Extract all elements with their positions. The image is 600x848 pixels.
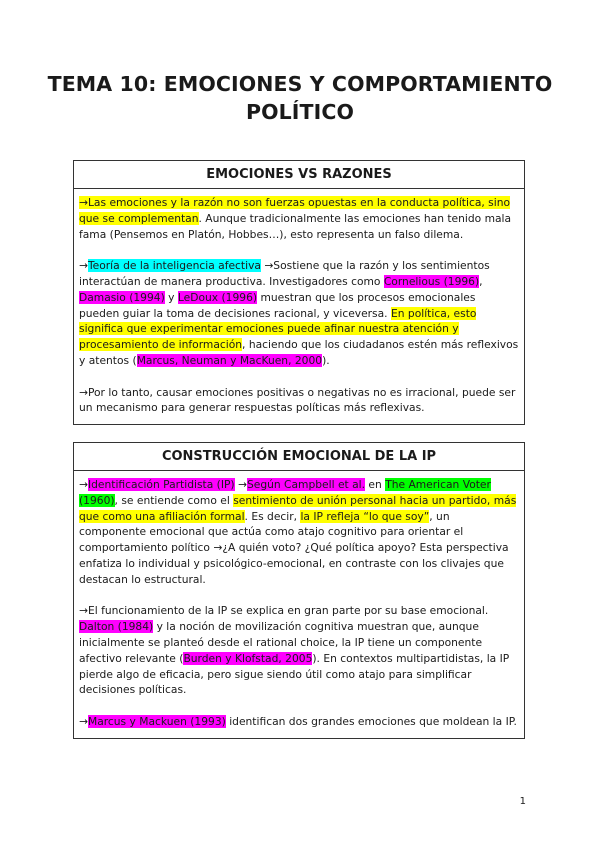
text: →Sostiene que la razón y los sentimientos interactúan de manera productiva. Investigadores como [79,259,490,288]
highlight: la IP refleja “lo que soy” [300,509,430,523]
section-emociones-vs-razones [73,160,525,425]
highlight: Las emociones y la razón no son fuerzas opuestas en la conducta política, sino que se complementan [79,196,511,225]
arrow: → [79,714,88,728]
highlight: Teoría de la inteligencia afectiva [87,259,261,273]
highlight: sentimiento de unión personal hacia un partido, más que como una afiliación formal [79,493,517,523]
highlight: Burden y Klofstad, 2005 [183,651,313,665]
page-number: 1 [519,796,526,807]
title-line-2: POLÍTICO [245,100,355,124]
arrow: → [79,259,88,273]
section-construccion-emocional-ip [73,442,525,739]
text: , haciendo que los ciudadanos estén más reflexivos y atentos ( [79,338,519,367]
text: , [479,274,483,288]
text: y la noción de movilización cognitiva muestran que, aunque inicialmente se planteó desde el rational choice, la IP tiene un componente afectivo relevante ( [79,620,483,665]
text: , un componente emocional que actúa como atajo cognitivo para orientar el comportamiento político →¿A quién voto? ¿Qué política apoyo? Esta perspectiva enfatiza lo individual y psicológico-emocional, en contraste con los clivajes que destacan lo estructural. [79,509,509,586]
highlight: Según Campbell et al. [246,478,366,491]
text: y [164,290,178,304]
highlight: Marcus y Mackuen (1993) [87,714,226,728]
text: en [365,478,386,491]
section-body [74,189,524,416]
text: , se entiende como el [114,493,234,507]
highlight: The American Voter (1960) [79,478,491,507]
text: → [234,478,247,491]
arrow: → [79,478,88,491]
paragraph: →Por lo tanto, causar emociones positivas o negativas no es irracional, puede ser un mecanismo para generar respuestas políticas más reflexivas. [79,385,516,415]
highlight: Marcus, Neuman y MacKuen, 2000 [136,353,323,367]
text: . Es decir, [244,509,301,523]
paragraph [79,477,519,588]
paragraph [79,258,519,369]
paragraph [79,603,519,698]
paragraph [79,195,519,242]
text: . Aunque tradicionalmente las emociones han tenido mala fama (Pensemos en Platón, Hobbes…), esto representa un falso dilema. [79,211,512,241]
text: identifican dos grandes emociones que moldean la IP. [225,714,517,728]
highlight: Cornelious (1996) [383,274,480,288]
highlight: En política, esto significa que experimentar emociones puede afinar nuestra atención y procesamiento de información [79,306,477,352]
text: →El funcionamiento de la IP se explica en gran parte por su base emocional. [79,604,489,618]
highlight: Dalton (1984) [79,620,154,634]
title-line-1: TEMA 10: EMOCIONES Y COMPORTAMIENTO [47,72,553,96]
text: ). [322,353,330,367]
highlight: Damasio (1994) [79,290,165,304]
section-header: CONSTRUCCIÓN EMOCIONAL DE LA IP [74,443,524,471]
text: ). En contextos multipartidistas, la IP pierde algo de eficacia, pero sigue siendo útil como atajo para simplificar decisiones políticas. [79,651,510,697]
page-title [40,70,560,126]
section-body [74,471,524,730]
highlight: LeDoux (1996) [177,290,258,304]
highlight: Identificación Partidista (IP) [87,478,235,491]
text: muestran que los procesos emocionales pueden guiar la toma de decisiones racional, y viceversa. [79,290,476,320]
highlight-arrow: → [79,196,88,209]
paragraph [79,714,519,730]
section-header: EMOCIONES VS RAZONES [74,161,524,189]
